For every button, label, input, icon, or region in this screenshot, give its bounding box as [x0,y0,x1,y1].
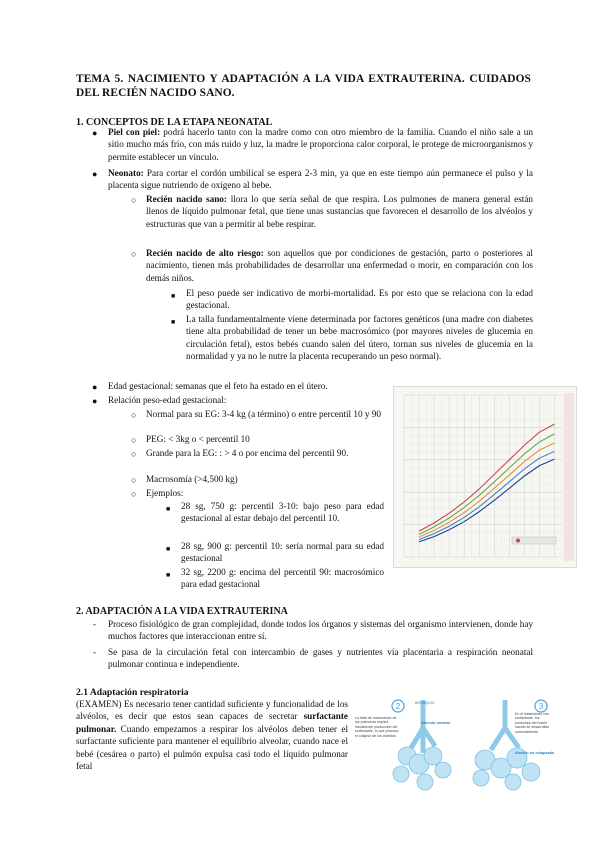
chart-right-band [564,393,574,561]
growth-chart-svg [394,387,576,567]
bullet-dot: ● [92,128,98,138]
rn-riesgo-paragraph [146,247,533,284]
rn-sano-paragraph [146,193,533,230]
ejemplo-1: 28 sg, 750 g: percentil 3-10: bajo peso para edad gestacional al estar debajo del percentil 10. [181,501,384,524]
growth-chart [393,386,577,568]
neonato-text: Para cortar el cordón umbilical se espera 2-3 min, ya que en este tiempo aún permanece el pulso y la placenta sigue nutriendo de oxígeno al bebe. [108,168,534,191]
ejemplo-3: 32 sg, 2200 g: encima del percentil 90: macrosómico para edad gestacional [181,567,384,590]
bullet-dot: ● [92,382,98,392]
rel-peg: PEG: < 3kg o < percentil 10 [146,434,250,444]
adaptacion-item-1: Proceso fisiológico de gran complejidad, donde todos los órganos y sistemas del organismo intervienen, donde hay muchos factores que interaccionan entre sí. [108,619,533,642]
relacion-peso: Relación peso-edad gestacional: [108,395,227,405]
resp-text-b: Cuando empezamos a respirar los alvéolos deben tener el surfactante suficiente para mantener el equilibrio alveolar, cuando nace el bebé (cesárea o parto) el pulmón expulsa casi todo el líquido pulmonar fetal [76,723,348,772]
rel-ejemplos: Ejemplos: [146,488,184,498]
rel-macrosomia: Macrosomía (>4,500 kg) [146,474,238,484]
bullet-dash: - [93,647,96,657]
rn-sano-text: llora lo que sería señal de que respira. Los pulmones de manera general están llenos de líquido pulmonar fetal, que tiene unas sustancias que favorecen el desarrollo de los alvéolos y estructuras que van a permitir al bebe respirar. [146,194,534,229]
neonato-label: Neonato: [108,168,144,178]
respiratoria-paragraph [76,698,348,772]
label-bronquio: BRONQUIO [415,701,435,705]
chart-legend-marker [516,539,520,543]
edad-gestacional: Edad gestacional: semanas que el feto ha estado en el útero. [108,381,328,391]
alveoli-cluster-left [393,700,451,790]
bullet-dot: ● [92,396,98,406]
bullet-dot: ● [92,169,98,179]
neonato-paragraph [108,167,533,192]
rel-normal: Normal para su EG: 3-4 kg (a término) o entre percentil 10 y 90 [146,409,381,419]
bullet-circle: ○ [131,449,137,459]
bullet-circle: ○ [131,410,137,420]
adaptacion-item-2: Se pasa de la circulación fetal con intercambio de gases y nutrientes vía placentaria a respiración neonatal pulmonar continua e independiente. [108,647,533,670]
bullet-square: ■ [166,571,171,579]
alveoli-svg [355,698,555,792]
page-title: TEMA 5. NACIMIENTO Y ADAPTACIÓN A LA VIDA EXTRAUTERINA. CUIDADOS DEL RECIÉN NACIDO SANO. [76,73,531,99]
piel-paragraph [108,126,533,163]
piel-text: podrá hacerlo tanto con la madre como con otro miembro de la familia. Cuando el niño sale a un sitio mucho más frío, con más ruido y luz, la madre le proporciona calor corporal, le protege de microorganismos y permite establecer un vínculo. [108,127,533,162]
rel-grande: Grande para la EG: : > 4 o por encima del percentil 90. [146,448,349,458]
bullet-circle: ○ [131,475,137,485]
bullet-circle: ○ [131,195,137,205]
alveoli-figure [355,698,555,792]
caption-right: En el tratamiento con surfactante, los pulmones del recién nacido se desarrollan correctamente. [515,712,550,734]
rn-riesgo-text: son aquellos que por condiciones de gestación, parto o posteriores al nacimiento, tienen más probabilidades de desarrollar una enfermedad o morir, en comparación con los demás niños. [146,248,533,283]
bullet-square: ■ [166,545,171,553]
piel-label: Piel con piel: [108,127,161,137]
rn-sano-label: Recién nacido sano: [146,194,227,204]
label-alveolo-no-colapsado: Alvéolo no colapsado [515,751,555,755]
bullet-square: ■ [166,505,171,513]
exam-tag: (EXAMEN) [76,699,122,709]
ejemplo-2: 28 sg, 900 g: percentil 10: sería normal para su edad gestacional [181,541,384,564]
bullet-circle: ○ [131,249,137,259]
sub-peso: El peso puede ser indicativo de morbi-mortalidad. Es por esto que se relaciona con la edad gestacional. [186,288,533,311]
section-2-heading: 2. ADAPTACIÓN A LA VIDA EXTRAUTERINA [76,606,288,617]
bullet-circle: ○ [131,489,137,499]
rn-riesgo-label: Recién nacido de alto riesgo: [146,248,264,258]
section-1-heading: 1. CONCEPTOS DE LA ETAPA NEONATAL [76,117,273,128]
sub-talla: La talla fundamentalmente viene determinada por factores genéticos (una madre con diabetes tiene alta probabilidad de tener un bebe macrosómico (por mayores niveles de glucemia en circulación fetal), estos bebés cuando salen del útero, tornan sus niveles de glucemia en la normalidad y ya no le nutre la placenta recuperando un peso normal). [186,314,533,362]
resp-bold: surfactante pulmonar. [76,711,349,734]
subsection-heading: 2.1 Adaptación respiratoria [76,687,189,698]
resp-text-a: Es necesario tener cantidad suficiente y funcionalidad de los alvéolos, es decir que estos sean capaces de secretar [76,699,348,722]
bullet-dash: - [93,619,96,629]
bullet-square: ■ [171,318,176,326]
bullet-square: ■ [171,292,176,300]
step-number-right: 3 [538,702,544,711]
step-number-left: 2 [395,702,401,711]
label-alveolo-normal: Alvéolo normal [421,720,450,725]
bullet-circle: ○ [131,435,137,445]
caption-left: La falta de maduración de los pulmones implica insuficiente producción del surfactante, lo que provoca el colapso de los alvéolos. [355,716,399,738]
